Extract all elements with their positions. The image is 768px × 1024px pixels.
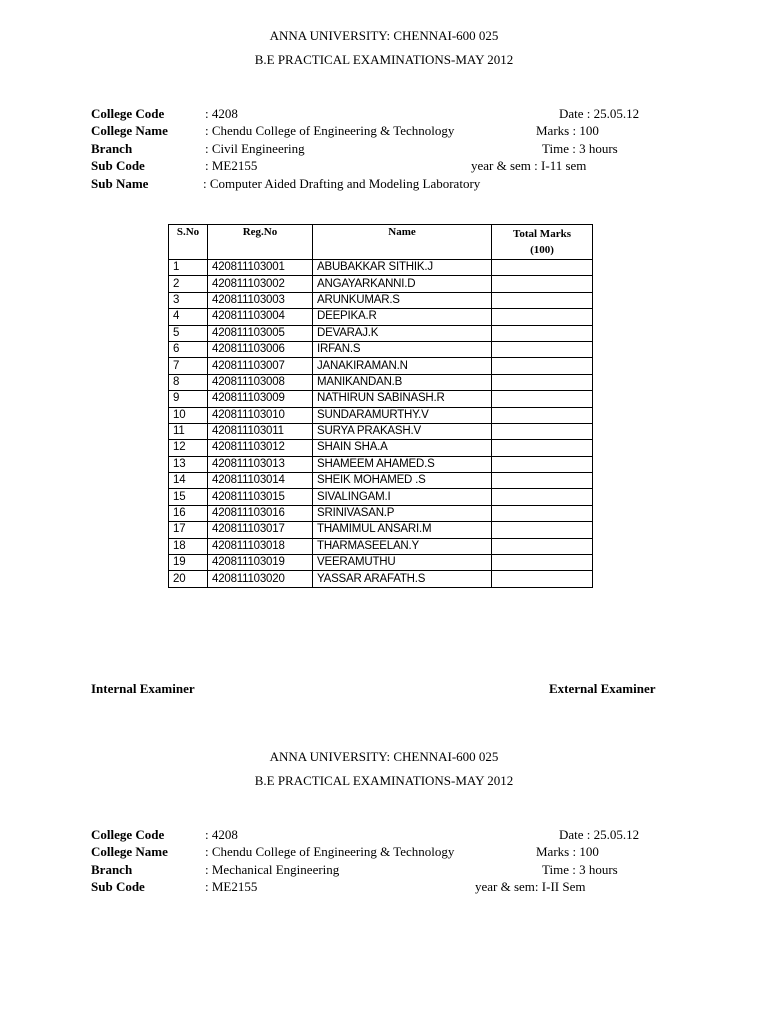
cell-total-marks [492, 292, 593, 308]
cell-reg-no: 420811103002 [208, 276, 313, 292]
cell-name: THAMIMUL ANSARI.M [313, 522, 492, 538]
branch-value: : Civil Engineering [205, 141, 305, 156]
table-row [169, 358, 593, 374]
cell-total-marks [492, 309, 593, 325]
cell-name: SUNDARAMURTHY.V [313, 407, 492, 423]
cell-sno: 11 [169, 423, 208, 439]
cell-reg-no: 420811103006 [208, 341, 313, 357]
table-row [169, 522, 593, 538]
cell-reg-no: 420811103012 [208, 440, 313, 456]
table-row [169, 505, 593, 521]
cell-name: THARMASEELAN.Y [313, 538, 492, 554]
year-sem-value-2: year & sem: I-II Sem [475, 879, 586, 894]
university-heading-2: ANNA UNIVERSITY: CHENNAI-600 025 [269, 749, 499, 764]
table-row [169, 260, 593, 276]
college-name-value-2: : Chendu College of Engineering & Technology [205, 844, 455, 859]
cell-reg-no: 420811103020 [208, 571, 313, 587]
cell-reg-no: 420811103010 [208, 407, 313, 423]
table-row [169, 341, 593, 357]
header-sno: S.No [169, 225, 208, 260]
table-row [169, 423, 593, 439]
internal-examiner-label: Internal Examiner [91, 681, 195, 696]
table-header-row [169, 225, 593, 260]
cell-sno: 1 [169, 260, 208, 276]
table-row [169, 374, 593, 390]
cell-reg-no: 420811103009 [208, 391, 313, 407]
college-name-value: : Chendu College of Engineering & Technology [205, 123, 455, 138]
cell-sno: 4 [169, 309, 208, 325]
college-code-label-2: College Code [91, 827, 165, 842]
header-total-marks-max: (100) [530, 244, 554, 256]
cell-name: SHAIN SHA.A [313, 440, 492, 456]
cell-reg-no: 420811103007 [208, 358, 313, 374]
cell-name: SRINIVASAN.P [313, 505, 492, 521]
cell-name: ABUBAKKAR SITHIK.J [313, 260, 492, 276]
college-name-label-2: College Name [91, 844, 168, 859]
date-value-2: Date : 25.05.12 [559, 827, 640, 842]
university-heading: ANNA UNIVERSITY: CHENNAI-600 025 [269, 28, 499, 43]
header-total-marks [492, 225, 593, 260]
table-row [169, 456, 593, 472]
cell-total-marks [492, 325, 593, 341]
cell-total-marks [492, 538, 593, 554]
cell-total-marks [492, 571, 593, 587]
marks-value: Marks : 100 [536, 123, 599, 138]
cell-name: YASSAR ARAFATH.S [313, 571, 492, 587]
cell-sno: 19 [169, 555, 208, 571]
cell-total-marks [492, 358, 593, 374]
college-code-label: College Code [91, 106, 165, 121]
cell-sno: 2 [169, 276, 208, 292]
cell-name: ANGAYARKANNI.D [313, 276, 492, 292]
cell-sno: 12 [169, 440, 208, 456]
cell-name: MANIKANDAN.B [313, 374, 492, 390]
external-examiner-label: External Examiner [549, 681, 656, 696]
cell-reg-no: 420811103004 [208, 309, 313, 325]
college-code-value-2: : 4208 [205, 827, 238, 842]
cell-reg-no: 420811103016 [208, 505, 313, 521]
cell-sno: 20 [169, 571, 208, 587]
year-sem-value: year & sem : I-11 sem [471, 158, 587, 173]
cell-total-marks [492, 423, 593, 439]
cell-sno: 9 [169, 391, 208, 407]
cell-name: SHAMEEM AHAMED.S [313, 456, 492, 472]
cell-total-marks [492, 391, 593, 407]
cell-sno: 3 [169, 292, 208, 308]
marks-value-2: Marks : 100 [536, 844, 599, 859]
cell-name: SURYA PRAKASH.V [313, 423, 492, 439]
header-name: Name [313, 225, 492, 260]
cell-reg-no: 420811103015 [208, 489, 313, 505]
cell-sno: 7 [169, 358, 208, 374]
cell-sno: 18 [169, 538, 208, 554]
cell-total-marks [492, 374, 593, 390]
sub-code-value-2: : ME2155 [205, 879, 258, 894]
table-row [169, 555, 593, 571]
cell-reg-no: 420811103013 [208, 456, 313, 472]
cell-sno: 16 [169, 505, 208, 521]
cell-total-marks [492, 440, 593, 456]
branch-label: Branch [91, 141, 133, 156]
cell-sno: 6 [169, 341, 208, 357]
time-value: Time : 3 hours [542, 141, 618, 156]
header-total-marks-label: Total Marks [513, 228, 571, 240]
cell-reg-no: 420811103003 [208, 292, 313, 308]
branch-label-2: Branch [91, 862, 133, 877]
cell-sno: 13 [169, 456, 208, 472]
cell-name: DEVARAJ.K [313, 325, 492, 341]
cell-reg-no: 420811103014 [208, 473, 313, 489]
student-rows [169, 260, 593, 588]
table-row [169, 473, 593, 489]
cell-name: SIVALINGAM.I [313, 489, 492, 505]
cell-sno: 10 [169, 407, 208, 423]
cell-name: NATHIRUN SABINASH.R [313, 391, 492, 407]
cell-total-marks [492, 341, 593, 357]
table-row [169, 325, 593, 341]
cell-total-marks [492, 489, 593, 505]
cell-total-marks [492, 260, 593, 276]
cell-name: JANAKIRAMAN.N [313, 358, 492, 374]
exam-heading-2: B.E PRACTICAL EXAMINATIONS-MAY 2012 [254, 773, 514, 788]
cell-name: SHEIK MOHAMED .S [313, 473, 492, 489]
branch-value-2: : Mechanical Engineering [205, 862, 340, 877]
table-row [169, 276, 593, 292]
sub-code-label: Sub Code [91, 158, 145, 173]
cell-reg-no: 420811103017 [208, 522, 313, 538]
table-row [169, 538, 593, 554]
cell-reg-no: 420811103018 [208, 538, 313, 554]
time-value-2: Time : 3 hours [542, 862, 618, 877]
cell-sno: 14 [169, 473, 208, 489]
marks-table [168, 224, 593, 588]
college-name-label: College Name [91, 123, 168, 138]
header-reg-no: Reg.No [208, 225, 313, 260]
cell-sno: 5 [169, 325, 208, 341]
cell-sno: 15 [169, 489, 208, 505]
sub-name-label: Sub Name [91, 176, 149, 191]
cell-reg-no: 420811103019 [208, 555, 313, 571]
cell-reg-no: 420811103008 [208, 374, 313, 390]
cell-total-marks [492, 276, 593, 292]
cell-total-marks [492, 407, 593, 423]
table-row [169, 571, 593, 587]
cell-reg-no: 420811103005 [208, 325, 313, 341]
cell-total-marks [492, 456, 593, 472]
date-value: Date : 25.05.12 [559, 106, 640, 121]
table-row [169, 407, 593, 423]
cell-sno: 17 [169, 522, 208, 538]
exam-heading: B.E PRACTICAL EXAMINATIONS-MAY 2012 [254, 52, 514, 67]
cell-name: IRFAN.S [313, 341, 492, 357]
sub-name-value: : Computer Aided Drafting and Modeling Laboratory [203, 176, 481, 191]
cell-total-marks [492, 522, 593, 538]
cell-name: VEERAMUTHU [313, 555, 492, 571]
cell-total-marks [492, 555, 593, 571]
college-code-value: : 4208 [205, 106, 238, 121]
sub-code-label-2: Sub Code [91, 879, 145, 894]
cell-reg-no: 420811103001 [208, 260, 313, 276]
cell-total-marks [492, 473, 593, 489]
cell-name: ARUNKUMAR.S [313, 292, 492, 308]
table-row [169, 309, 593, 325]
cell-total-marks [492, 505, 593, 521]
table-row [169, 292, 593, 308]
table-row [169, 391, 593, 407]
table-row [169, 489, 593, 505]
cell-sno: 8 [169, 374, 208, 390]
cell-reg-no: 420811103011 [208, 423, 313, 439]
sub-code-value: : ME2155 [205, 158, 258, 173]
cell-name: DEEPIKA.R [313, 309, 492, 325]
table-row [169, 440, 593, 456]
